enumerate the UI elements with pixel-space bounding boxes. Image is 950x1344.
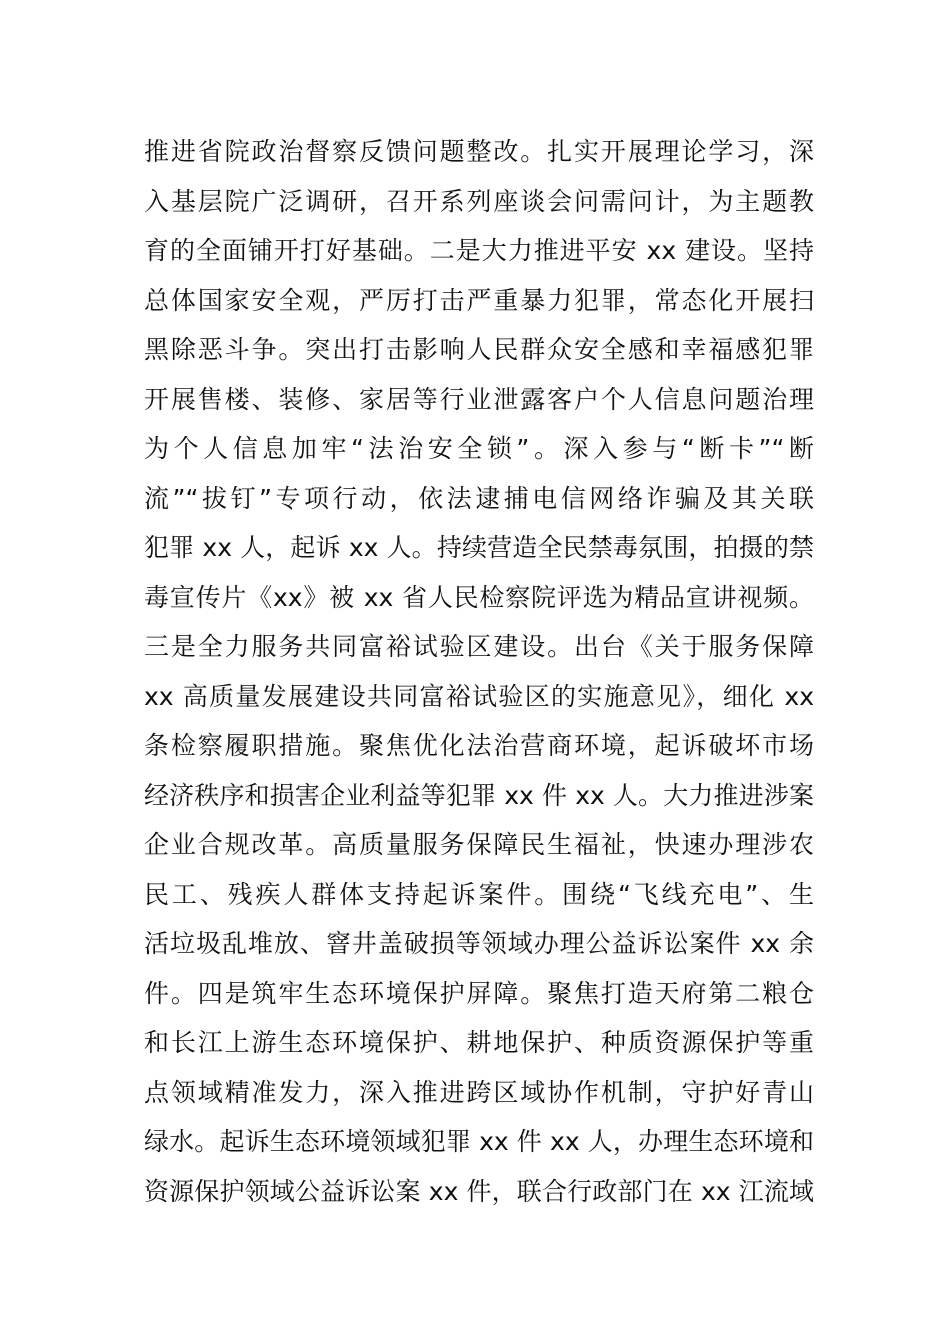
text-line: 犯罪 xx 人，起诉 xx 人。持续营造全民禁毒氛围，拍摄的禁 (144, 533, 814, 562)
text-line: 绿水。起诉生态环境领域犯罪 xx 件 xx 人，办理生态环境和 (144, 1127, 814, 1156)
text-line: 为个人信息加牢“法治安全锁”。深入参与“断卡”“断 (144, 434, 814, 463)
text-line: 点领域精准发力，深入推进跨区域协作机制，守护好青山 (144, 1077, 814, 1107)
text-line: 开展售楼、装修、家居等行业泄露客户个人信息问题治理 (144, 384, 814, 414)
text-line: 条检察履职措施。聚焦优化法治营商环境，起诉破坏市场 (144, 731, 814, 760)
text-line: 资源保护领域公益诉讼案 xx 件，联合行政部门在 xx 江流域 (144, 1176, 814, 1206)
text-line: 活垃圾乱堆放、窨井盖破损等领域办理公益诉讼案件 xx 余 (144, 929, 814, 958)
text-line: 民工、残疾人群体支持起诉案件。围绕“飞线充电”、生 (144, 879, 814, 909)
text-line: 总体国家安全观，严厉打击严重暴力犯罪，常态化开展扫 (144, 285, 814, 315)
text-line: 三是全力服务共同富裕试验区建设。出台《关于服务保障 (144, 632, 814, 661)
text-line: 和长江上游生态环境保护、耕地保护、种质资源保护等重 (144, 1028, 814, 1057)
body-paragraph (144, 127, 814, 1216)
text-line: 经济秩序和损害企业利益等犯罪 xx 件 xx 人。大力推进涉案 (144, 780, 814, 810)
text-line: 毒宣传片《xx》被 xx 省人民检察院评选为精品宣讲视频。 (144, 582, 814, 612)
text-line: 黑除恶斗争。突出打击影响人民群众安全感和幸福感犯罪 (144, 335, 814, 364)
text-line: 推进省院政治督察反馈问题整改。扎实开展理论学习，深 (144, 137, 814, 166)
text-line: 入基层院广泛调研，召开系列座谈会问需问计，为主题教 (144, 186, 814, 216)
text-line: 育的全面铺开打好基础。二是大力推进平安 xx 建设。坚持 (144, 236, 814, 265)
text-line: 件。四是筑牢生态环境保护屏障。聚焦打造天府第二粮仓 (144, 978, 814, 1008)
text-line: 流”“拔钉”专项行动，依法逮捕电信网络诈骗及其关联 (144, 483, 814, 513)
text-line: 企业合规改革。高质量服务保障民生福祉，快速办理涉农 (144, 830, 814, 859)
text-line: xx 高质量发展建设共同富裕试验区的实施意见》，细化 xx (144, 681, 814, 711)
